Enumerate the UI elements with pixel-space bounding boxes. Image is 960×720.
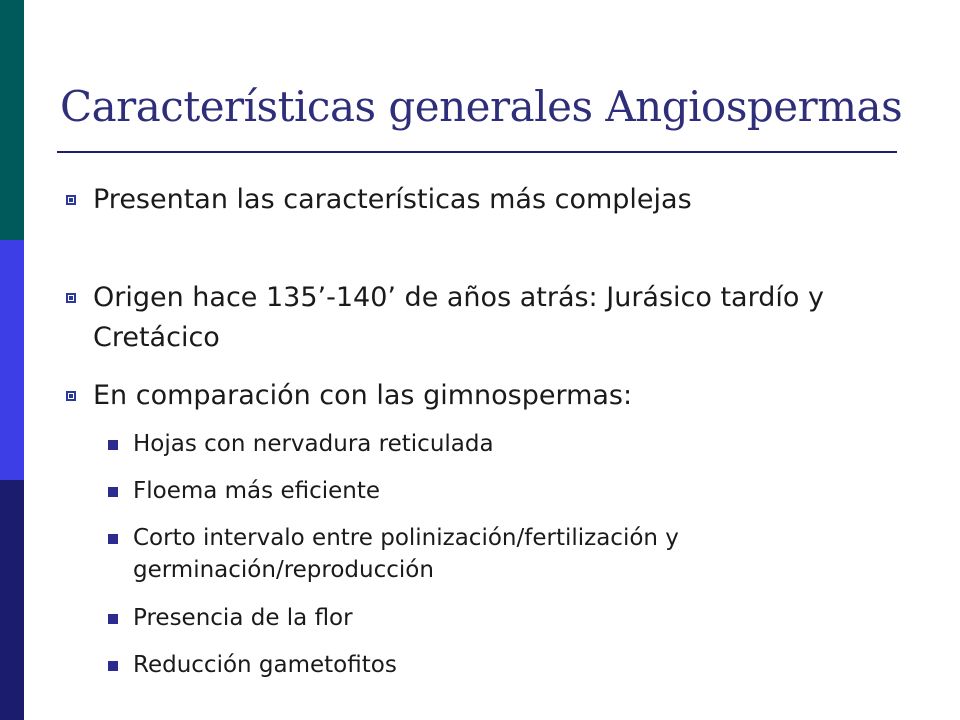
square-bullet-icon (66, 195, 76, 205)
square-bullet-icon (66, 293, 76, 303)
bullet-text: Origen hace 135’-140’ de años atrás: Jurásico tardío y Cretácico (93, 282, 824, 353)
bullet-item (93, 278, 913, 358)
slide-title: Características generales Angiospermas (60, 82, 903, 131)
bullet-text: Presentan las características más complejas (93, 184, 692, 215)
sub-bullet-item (133, 475, 923, 507)
sub-bullet-item (133, 522, 923, 586)
side-accent-bar-bottom (0, 480, 24, 720)
sub-bullet-text: Reducción gametofitos (133, 652, 397, 678)
filled-square-bullet-icon (108, 440, 118, 450)
filled-square-bullet-icon (108, 487, 118, 497)
bullet-item (93, 180, 913, 220)
bullet-text: En comparación con las gimnospermas: (93, 380, 633, 411)
sub-bullet-item (133, 602, 923, 634)
sub-bullet-item (133, 649, 923, 681)
filled-square-bullet-icon (108, 534, 118, 544)
side-accent-bar-middle (0, 240, 24, 480)
sub-bullet-text: Corto intervalo entre polinización/fertilización y germinación/reproducción (133, 525, 679, 583)
filled-square-bullet-icon (108, 614, 118, 624)
title-underline (57, 151, 897, 153)
sub-bullet-text: Presencia de la flor (133, 605, 353, 631)
sub-bullet-item (133, 428, 923, 460)
side-accent-bar-top (0, 0, 24, 240)
square-bullet-icon (66, 391, 76, 401)
sub-bullet-text: Floema más eficiente (133, 478, 381, 504)
sub-bullet-text: Hojas con nervadura reticulada (133, 431, 494, 457)
bullet-item (93, 376, 913, 416)
filled-square-bullet-icon (108, 661, 118, 671)
